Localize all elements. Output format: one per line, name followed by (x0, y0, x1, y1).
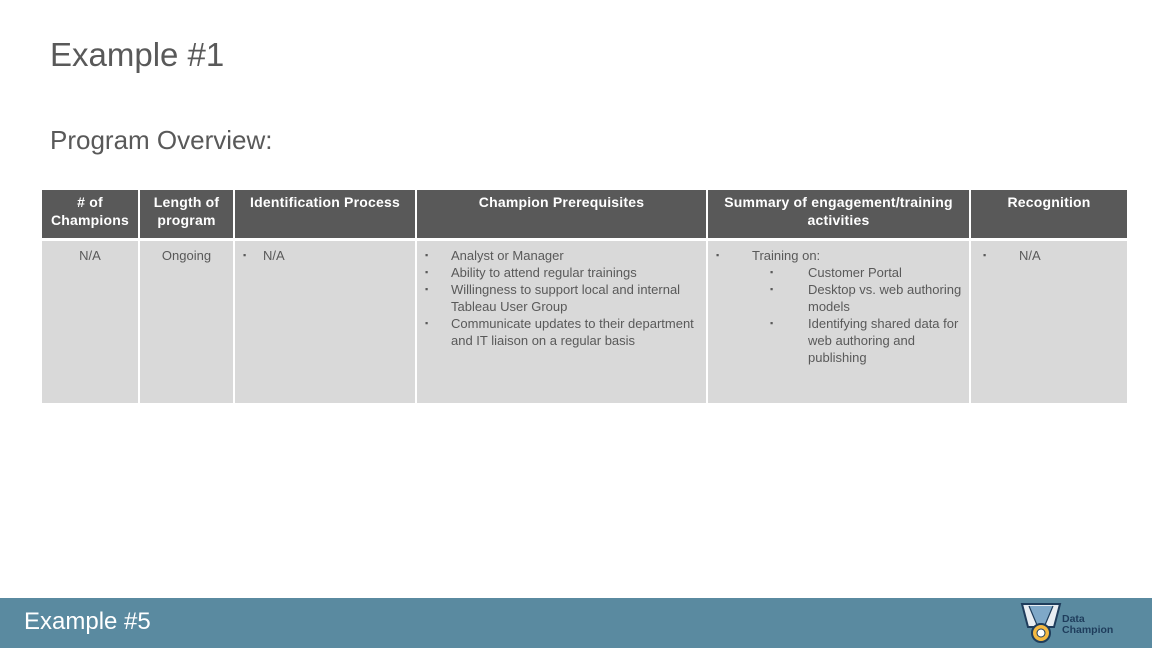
header-champions: # of Champions (42, 190, 140, 241)
header-length: Length of program (140, 190, 235, 241)
cell-length: Ongoing (140, 241, 235, 403)
program-overview-table (42, 190, 1127, 403)
cell-champions: N/A (42, 241, 140, 403)
data-champion-medal-icon (1020, 601, 1062, 645)
logo-text (1062, 614, 1113, 636)
list-item: ▪ Willingness to support local and internal Tableau User Group (423, 281, 700, 315)
cell-recognition (971, 241, 1127, 403)
cell-prerequisites (417, 241, 708, 403)
header-identification: Identification Process (235, 190, 417, 241)
recognition-list (977, 247, 1121, 264)
list-item: ▪ Analyst or Manager (423, 247, 700, 264)
header-prerequisites: Champion Prerequisites (417, 190, 708, 241)
identification-list (241, 247, 409, 264)
list-item: ▪ N/A (977, 247, 1121, 264)
footer-label: Example #5 (24, 608, 151, 635)
table-header-row (42, 190, 1127, 241)
summary-list (714, 247, 963, 366)
list-item: ▪ N/A (241, 247, 409, 264)
footer-bar (0, 598, 1152, 648)
list-item: ▪ Communicate updates to their department and IT liaison on a regular basis (423, 315, 700, 349)
list-item: ▪ Ability to attend regular trainings (423, 264, 700, 281)
data-champion-logo (1020, 601, 1132, 645)
cell-identification (235, 241, 417, 403)
list-item: ▪ Training on: (714, 247, 963, 264)
cell-summary (708, 241, 971, 403)
list-item: ▪ Customer Portal (714, 264, 963, 281)
table-row (42, 241, 1127, 403)
logo-text-line1: Data (1062, 613, 1085, 625)
list-item: ▪ Desktop vs. web authoring models (714, 281, 963, 315)
header-summary: Summary of engagement/training activities (708, 190, 971, 241)
prerequisites-list (423, 247, 700, 349)
list-item: ▪ Identifying shared data for web authoring and publishing (714, 315, 963, 366)
logo-text-line2: Champion (1062, 624, 1114, 636)
header-recognition: Recognition (971, 190, 1127, 241)
program-overview-heading: Program Overview: (50, 125, 273, 155)
slide-title: Example #1 (50, 36, 225, 73)
